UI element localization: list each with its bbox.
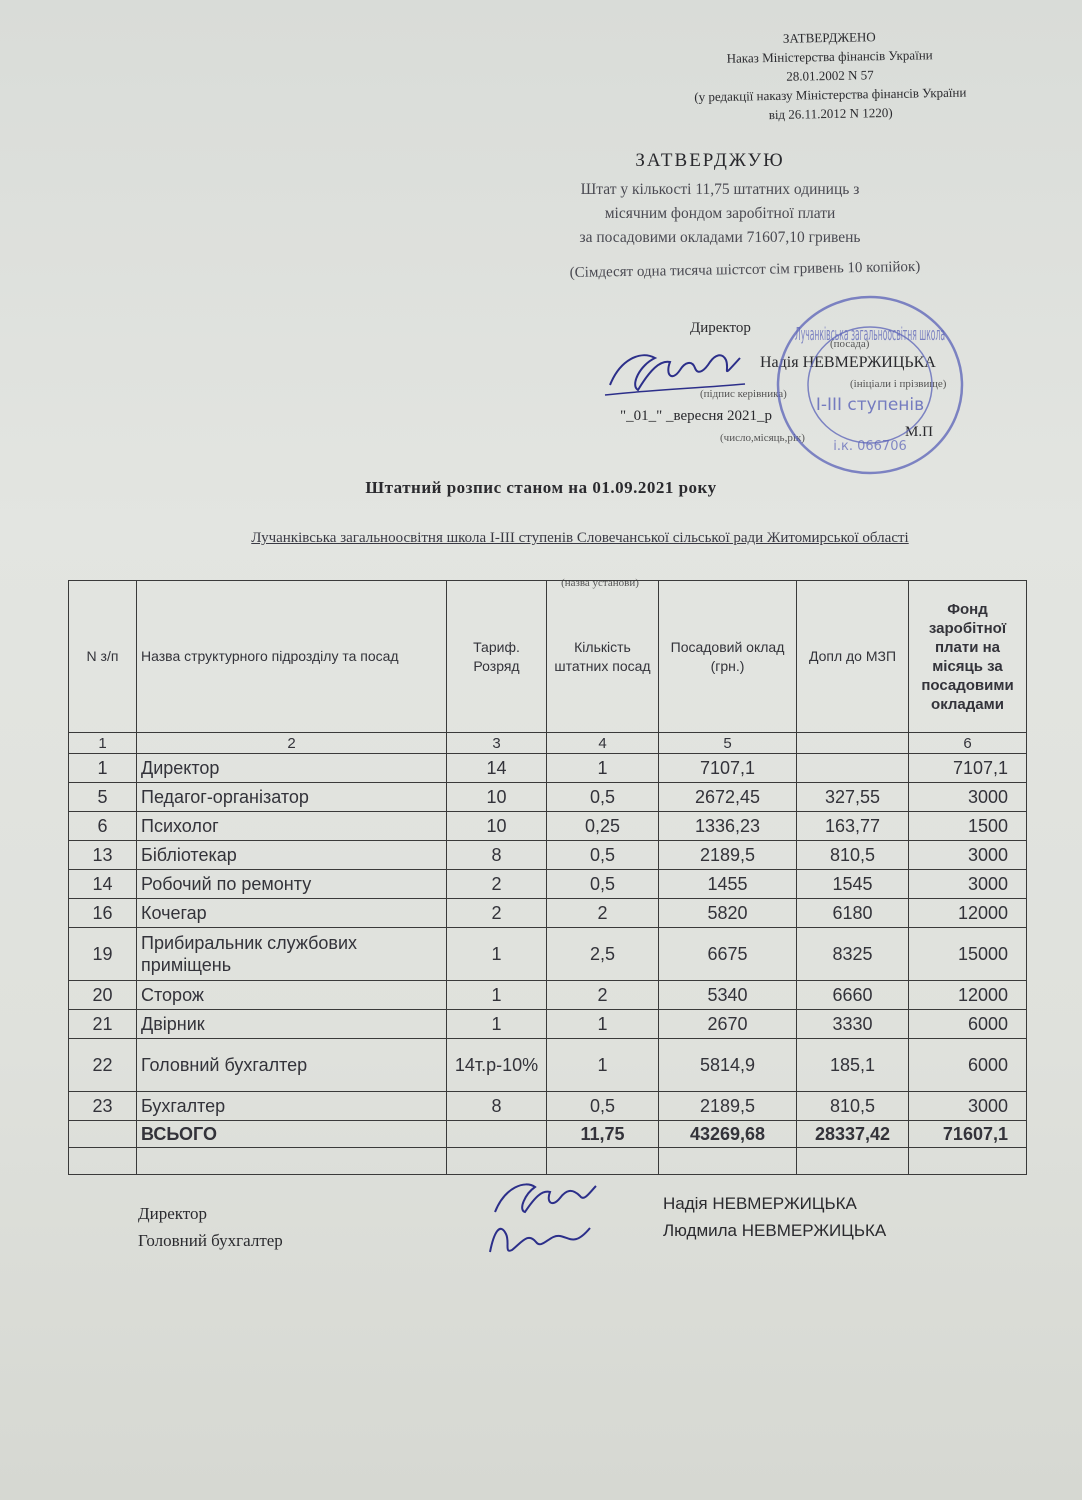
table-row bbox=[69, 981, 1027, 1010]
cell-fund: 15000 bbox=[909, 928, 1027, 981]
cell-fund: 6000 bbox=[909, 1039, 1027, 1092]
cell-fund: 3000 bbox=[909, 870, 1027, 899]
total-label: ВСЬОГО bbox=[137, 1121, 447, 1148]
cell-num: 23 bbox=[69, 1092, 137, 1121]
cell-addition: 1545 bbox=[797, 870, 909, 899]
col-number: 2 bbox=[137, 733, 447, 754]
cell-tariff: 14 bbox=[447, 754, 547, 783]
cell-tariff: 2 bbox=[447, 899, 547, 928]
cell-salary: 1455 bbox=[659, 870, 797, 899]
amount-in-words: (Сімдесят одна тисяча шістсот сім гривень 10 копійок) bbox=[569, 258, 921, 282]
table-row bbox=[69, 870, 1027, 899]
role-director: Директор bbox=[138, 1204, 207, 1223]
col-number bbox=[797, 733, 909, 754]
header-name: Назва структурного підрозділу та посад bbox=[137, 581, 447, 733]
table-row bbox=[69, 754, 1027, 783]
approved-line-2: 28.01.2002 N 57 bbox=[786, 67, 874, 84]
approved-line-4: від 26.11.2012 N 1220) bbox=[768, 104, 893, 123]
table-row bbox=[69, 1010, 1027, 1039]
blank-cell bbox=[69, 1148, 137, 1175]
cell-salary: 2672,45 bbox=[659, 783, 797, 812]
blank-cell bbox=[447, 1148, 547, 1175]
cell-fund: 3000 bbox=[909, 783, 1027, 812]
cell-count: 2 bbox=[547, 981, 659, 1010]
stamp-inner-text: І-ІІІ ступенів bbox=[815, 395, 925, 415]
cell-count: 0,5 bbox=[547, 870, 659, 899]
cell-name: Головний бухгалтер bbox=[137, 1039, 447, 1092]
cell-tariff: 14т.р-10% bbox=[447, 1039, 547, 1092]
director-signature-icon bbox=[600, 340, 750, 410]
table-row bbox=[69, 899, 1027, 928]
cell-num: 16 bbox=[69, 899, 137, 928]
cell-num: 13 bbox=[69, 841, 137, 870]
cell-salary: 5814,9 bbox=[659, 1039, 797, 1092]
staff-schedule-table bbox=[68, 580, 1027, 1175]
signature-hint: (підпис керівника) bbox=[700, 388, 787, 400]
table-row bbox=[69, 812, 1027, 841]
institution-name: Лучанківська загальноосвітня школа І-ІІІ ступенів Словечанської сільської ради Житомирської області bbox=[251, 530, 909, 546]
cell-count: 0,5 bbox=[547, 783, 659, 812]
approve-heading: ЗАТВЕРДЖУЮ bbox=[635, 150, 785, 171]
table-row bbox=[69, 1092, 1027, 1121]
approved-line-1: Наказ Міністерства фінансів України bbox=[726, 47, 933, 66]
role-chief-accountant: Головний бухгалтер bbox=[138, 1231, 283, 1250]
cell-addition: 163,77 bbox=[797, 812, 909, 841]
cell-name: Педагог-організатор bbox=[137, 783, 447, 812]
blank-cell bbox=[547, 1148, 659, 1175]
table-row bbox=[69, 841, 1027, 870]
director-label: Директор bbox=[690, 320, 751, 336]
total-empty-cell bbox=[69, 1121, 137, 1148]
column-number-row bbox=[69, 733, 1027, 754]
cell-count: 1 bbox=[547, 1039, 659, 1092]
blank-cell bbox=[659, 1148, 797, 1175]
approved-line-3: (у редакції наказу Міністерства фінансів України bbox=[694, 84, 967, 105]
col-number: 4 bbox=[547, 733, 659, 754]
cell-tariff: 1 bbox=[447, 1010, 547, 1039]
cell-salary: 2189,5 bbox=[659, 1092, 797, 1121]
blank-cell bbox=[909, 1148, 1027, 1175]
cell-fund: 12000 bbox=[909, 899, 1027, 928]
blank-cell bbox=[797, 1148, 909, 1175]
signature-roles bbox=[138, 1200, 283, 1254]
cell-num: 20 bbox=[69, 981, 137, 1010]
cell-fund: 7107,1 bbox=[909, 754, 1027, 783]
document-title: Штатний розпис станом на 01.09.2021 року bbox=[365, 478, 717, 497]
cell-name: Робочий по ремонту bbox=[137, 870, 447, 899]
cell-count: 0,25 bbox=[547, 812, 659, 841]
cell-tariff: 10 bbox=[447, 783, 547, 812]
director-name: Надія НЕВМЕРЖИЦЬКА bbox=[760, 354, 936, 371]
date-hint: (число,місяць,рік) bbox=[720, 432, 805, 444]
cell-name: Директор bbox=[137, 754, 447, 783]
blank-cell bbox=[137, 1148, 447, 1175]
table-row bbox=[69, 783, 1027, 812]
cell-salary: 2189,5 bbox=[659, 841, 797, 870]
cell-salary: 2670 bbox=[659, 1010, 797, 1039]
cell-name: Кочегар bbox=[137, 899, 447, 928]
total-row bbox=[69, 1121, 1027, 1148]
cell-fund: 6000 bbox=[909, 1010, 1027, 1039]
cell-addition: 810,5 bbox=[797, 841, 909, 870]
cell-addition: 810,5 bbox=[797, 1092, 909, 1121]
cell-num: 14 bbox=[69, 870, 137, 899]
cell-num: 1 bbox=[69, 754, 137, 783]
cell-num: 19 bbox=[69, 928, 137, 981]
approve-line-2: місячним фондом заробітної плати bbox=[604, 205, 836, 222]
approve-line-1: Штат у кількості 11,75 штатних одиниць з bbox=[580, 181, 860, 198]
position-hint: (посада) bbox=[830, 338, 870, 350]
cell-addition: 6180 bbox=[797, 899, 909, 928]
cell-count: 0,5 bbox=[547, 841, 659, 870]
cell-tariff: 1 bbox=[447, 981, 547, 1010]
cell-count: 1 bbox=[547, 1010, 659, 1039]
name-chief-accountant: Людмила НЕВМЕРЖИЦЬКА bbox=[663, 1221, 887, 1240]
total-count: 11,75 bbox=[547, 1121, 659, 1148]
cell-addition: 185,1 bbox=[797, 1039, 909, 1092]
cell-count: 0,5 bbox=[547, 1092, 659, 1121]
cell-salary: 1336,23 bbox=[659, 812, 797, 841]
header-fund: Фонд заробітної плати на місяць за посадовими окладами bbox=[909, 581, 1027, 733]
official-stamp-icon bbox=[770, 290, 970, 480]
cell-fund: 12000 bbox=[909, 981, 1027, 1010]
header-count: Кількість штатних посад bbox=[547, 581, 659, 733]
cell-addition: 6660 bbox=[797, 981, 909, 1010]
header-addition: Допл до МЗП bbox=[797, 581, 909, 733]
stamp-outer-text: Лучанківська загальноосвітня школа bbox=[795, 324, 945, 345]
cell-name: Сторож bbox=[137, 981, 447, 1010]
approval-reference bbox=[639, 25, 1021, 127]
header-num: N з/п bbox=[69, 581, 137, 733]
cell-count: 2,5 bbox=[547, 928, 659, 981]
cell-addition: 327,55 bbox=[797, 783, 909, 812]
cell-name: Прибиральник службових приміщень bbox=[137, 928, 447, 981]
initials-hint: (ініціали і прізвище) bbox=[850, 378, 947, 390]
cell-count: 2 bbox=[547, 899, 659, 928]
header-salary: Посадовий оклад (грн.) bbox=[659, 581, 797, 733]
cell-fund: 3000 bbox=[909, 841, 1027, 870]
approved-title: ЗАТВЕРДЖЕНО bbox=[782, 29, 876, 46]
col-number: 3 bbox=[447, 733, 547, 754]
table-row bbox=[69, 1039, 1027, 1092]
cell-tariff: 8 bbox=[447, 1092, 547, 1121]
approve-line-3: за посадовими окладами 71607,10 гривень bbox=[579, 229, 861, 246]
signature-names bbox=[663, 1190, 886, 1244]
cell-fund: 3000 bbox=[909, 1092, 1027, 1121]
header-tariff: Тариф. Розряд bbox=[447, 581, 547, 733]
total-salary: 43269,68 bbox=[659, 1121, 797, 1148]
col-number: 1 bbox=[69, 733, 137, 754]
total-addition: 28337,42 bbox=[797, 1121, 909, 1148]
cell-name: Двірник bbox=[137, 1010, 447, 1039]
cell-salary: 5820 bbox=[659, 899, 797, 928]
cell-salary: 5340 bbox=[659, 981, 797, 1010]
seal-label: М.П bbox=[905, 424, 933, 440]
col-number: 6 bbox=[909, 733, 1027, 754]
cell-salary: 6675 bbox=[659, 928, 797, 981]
total-empty-cell bbox=[447, 1121, 547, 1148]
cell-tariff: 1 bbox=[447, 928, 547, 981]
name-director: Надія НЕВМЕРЖИЦЬКА bbox=[663, 1194, 857, 1213]
cell-num: 22 bbox=[69, 1039, 137, 1092]
blank-row bbox=[69, 1148, 1027, 1175]
approval-date: "_01_" _вересня 2021_р bbox=[620, 408, 773, 424]
table-header-row bbox=[69, 581, 1027, 733]
cell-name: Бібліотекар bbox=[137, 841, 447, 870]
cell-fund: 1500 bbox=[909, 812, 1027, 841]
bottom-signatures-icon bbox=[480, 1172, 600, 1272]
cell-addition: 8325 bbox=[797, 928, 909, 981]
cell-num: 21 bbox=[69, 1010, 137, 1039]
cell-num: 6 bbox=[69, 812, 137, 841]
total-fund: 71607,1 bbox=[909, 1121, 1027, 1148]
cell-name: Бухгалтер bbox=[137, 1092, 447, 1121]
cell-tariff: 10 bbox=[447, 812, 547, 841]
cell-count: 1 bbox=[547, 754, 659, 783]
institution-hint: (назва установи) bbox=[561, 577, 639, 589]
table-row bbox=[69, 928, 1027, 981]
approve-lines bbox=[470, 178, 970, 250]
cell-num: 5 bbox=[69, 783, 137, 812]
cell-tariff: 8 bbox=[447, 841, 547, 870]
col-number: 5 bbox=[659, 733, 797, 754]
stamp-code-text: і.к. 066706 bbox=[833, 439, 907, 454]
cell-addition bbox=[797, 754, 909, 783]
cell-addition: 3330 bbox=[797, 1010, 909, 1039]
cell-tariff: 2 bbox=[447, 870, 547, 899]
cell-salary: 7107,1 bbox=[659, 754, 797, 783]
cell-name: Психолог bbox=[137, 812, 447, 841]
